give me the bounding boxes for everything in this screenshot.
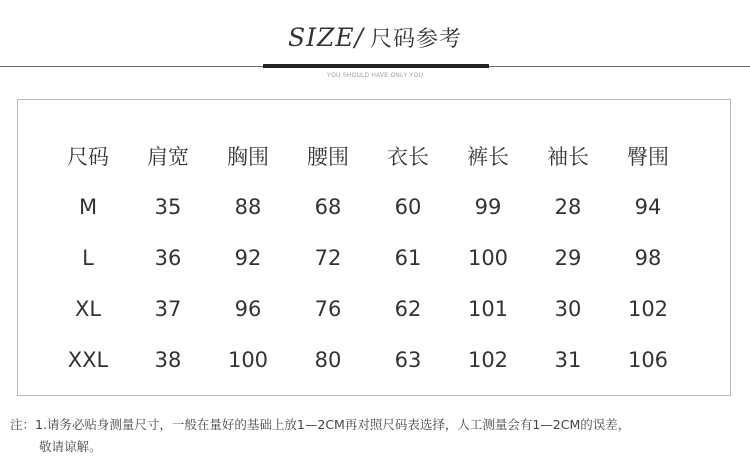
title-chinese: 尺码参考 <box>370 27 463 52</box>
table-cell: 94 <box>634 194 662 219</box>
column-header-size: 尺码 <box>67 145 109 169</box>
table-cell: 31 <box>554 347 582 372</box>
table-cell: 63 <box>394 347 422 372</box>
table-cell: 88 <box>234 194 262 219</box>
table-cell: 35 <box>154 194 182 219</box>
table-cell: 102 <box>467 347 509 372</box>
table-cell: 72 <box>314 245 342 270</box>
column-header-top-length: 衣长 <box>387 145 429 169</box>
page-subtitle: YOU SHOULD HAVE ONLY YOU <box>326 73 424 79</box>
table-cell: 38 <box>154 347 182 372</box>
column-header-shoulder: 肩宽 <box>147 145 189 169</box>
table-cell: 100 <box>227 347 269 372</box>
table-cell: L <box>82 245 94 270</box>
table-cell: XXL <box>67 347 109 372</box>
table-cell: 101 <box>467 296 509 321</box>
note-line-1: 注：1.请务必贴身测量尺寸，一般在量好的基础上放1—2CM再对照尺码表选择，人工测量会有1—2CM的误差， <box>10 417 631 432</box>
page-title <box>288 18 462 60</box>
size-chart-box <box>17 99 731 396</box>
table-row <box>48 334 688 385</box>
table-cell: M <box>78 194 98 219</box>
table-cell: 100 <box>467 245 509 270</box>
table-cell: 61 <box>394 245 422 270</box>
table-cell: 28 <box>554 194 582 219</box>
measurement-note <box>10 414 745 458</box>
column-header-pants-length: 裤长 <box>467 145 509 169</box>
page-header <box>0 18 750 60</box>
table-cell: 102 <box>627 296 669 321</box>
table-row <box>48 283 688 334</box>
table-cell: 30 <box>554 296 582 321</box>
table-cell: XL <box>74 296 102 321</box>
title-english: SIZE/ <box>287 23 365 52</box>
column-header-sleeve: 袖长 <box>547 145 589 169</box>
table-cell: 106 <box>627 347 669 372</box>
table-cell: 60 <box>394 194 422 219</box>
table-row <box>48 181 688 232</box>
table-cell: 62 <box>394 296 422 321</box>
column-header-waist: 腰围 <box>307 145 349 169</box>
size-chart-table <box>48 131 688 385</box>
table-cell: 98 <box>634 245 662 270</box>
table-cell: 68 <box>314 194 342 219</box>
table-cell: 92 <box>234 245 262 270</box>
table-cell: 96 <box>234 296 262 321</box>
table-cell: 36 <box>154 245 182 270</box>
table-row <box>48 232 688 283</box>
note-line-2: 敬请谅解。 <box>39 439 102 454</box>
table-cell: 76 <box>314 296 342 321</box>
table-cell: 29 <box>554 245 582 270</box>
table-header-row <box>48 131 688 181</box>
table-cell: 37 <box>154 296 182 321</box>
column-header-chest: 胸围 <box>227 145 269 169</box>
table-cell: 99 <box>474 194 502 219</box>
title-underline <box>263 64 489 68</box>
column-header-hip: 臀围 <box>627 145 669 169</box>
table-cell: 80 <box>314 347 342 372</box>
